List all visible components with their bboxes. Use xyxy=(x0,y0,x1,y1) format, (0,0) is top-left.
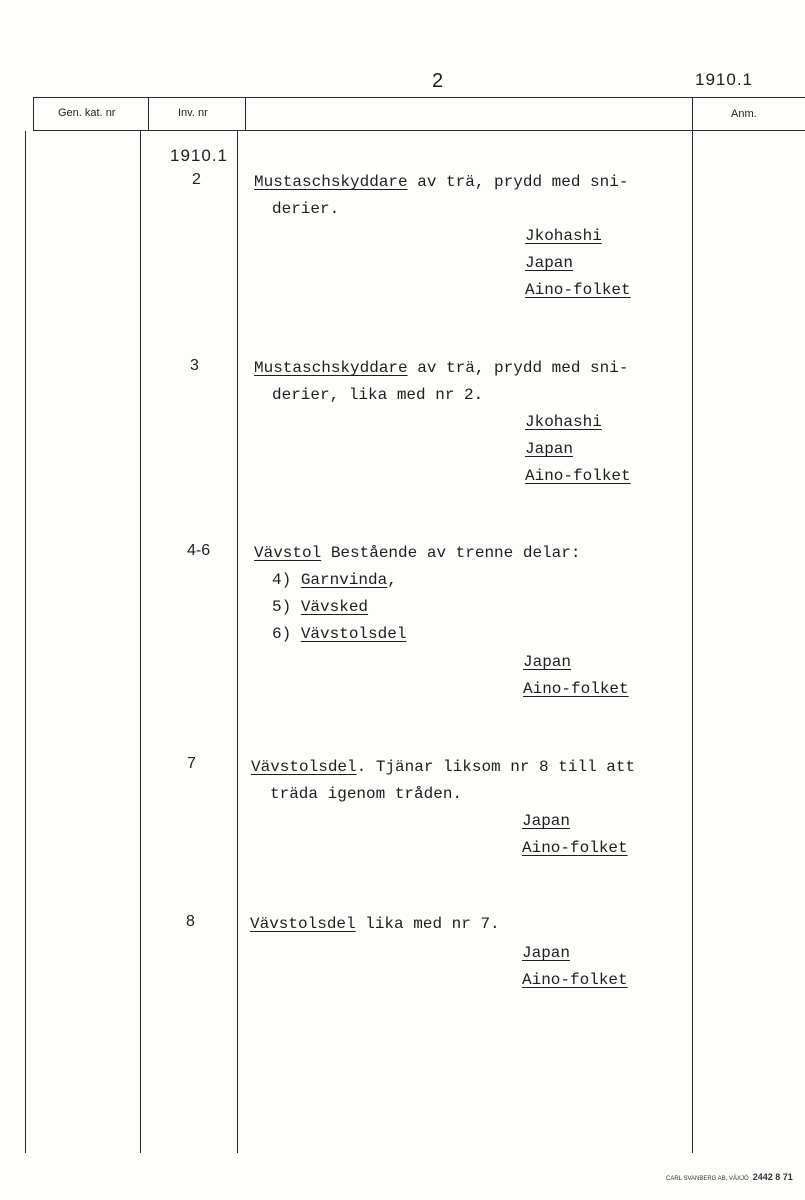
part-line xyxy=(272,621,406,648)
page-number: 2 xyxy=(432,70,444,92)
entry-title: Vävstol xyxy=(254,544,322,562)
inv-number: 4-6 xyxy=(187,542,211,559)
entry-line xyxy=(251,754,635,781)
entry-description: lika med nr 7. xyxy=(355,915,500,933)
inv-number: 2 xyxy=(192,171,201,188)
left-margin-line xyxy=(25,131,26,1153)
printer-name: CARL SVANBERG AB, VÄXJÖ xyxy=(666,1176,749,1182)
collection-number: 1910.1 xyxy=(170,146,228,165)
people-name: Aino-folket xyxy=(525,281,631,299)
entry-description: . Tjänar liksom nr 8 till att xyxy=(356,758,636,776)
entry-description-cont: derier, lika med nr 2. xyxy=(272,386,484,404)
part-suffix: , xyxy=(387,571,397,589)
col-divider-2-body xyxy=(237,131,238,1153)
col-header-inv: Inv. nr xyxy=(178,107,208,119)
col-header-gen-kat: Gen. kat. nr xyxy=(58,107,116,119)
entry-title: Mustaschskyddare xyxy=(254,359,408,377)
place-name: Japan xyxy=(522,944,571,962)
entry-description: Bestående av trenne delar: xyxy=(321,544,581,562)
part-number: 4) xyxy=(272,571,292,589)
part-line xyxy=(272,567,397,594)
entry-title: Mustaschskyddare xyxy=(254,173,408,191)
entry-line xyxy=(250,911,500,938)
col-divider-3 xyxy=(692,97,693,1153)
people-name: Aino-folket xyxy=(522,839,628,857)
col-divider-1-body xyxy=(140,131,141,1153)
collector-name: Jkohashi xyxy=(525,227,602,245)
col-divider-2 xyxy=(245,97,246,131)
left-border xyxy=(33,97,34,131)
entry-description: av trä, prydd med sni- xyxy=(407,359,629,377)
entry-line xyxy=(254,540,580,567)
entry-title: Vävstolsdel xyxy=(251,758,357,776)
collector-name: Jkohashi xyxy=(525,413,602,431)
part-number: 5) xyxy=(272,598,292,616)
part-name: Garnvinda xyxy=(300,571,388,589)
people-name: Aino-folket xyxy=(522,971,628,989)
place-name: Japan xyxy=(523,653,572,671)
place-name: Japan xyxy=(525,254,574,272)
col-header-anm: Anm. xyxy=(731,108,757,120)
part-name: Vävstolsdel xyxy=(300,625,407,643)
people-name: Aino-folket xyxy=(523,680,629,698)
page-reference: 1910.1 xyxy=(695,70,753,89)
part-number: 6) xyxy=(272,625,292,643)
entry-description-cont: derier. xyxy=(272,200,340,218)
place-name: Japan xyxy=(522,812,571,830)
printer-footer xyxy=(666,1172,793,1182)
people-name: Aino-folket xyxy=(525,467,631,485)
entry-description: av trä, prydd med sni- xyxy=(407,173,629,191)
inv-number: 7 xyxy=(187,755,196,772)
entry-line xyxy=(254,169,628,196)
entry-description-cont: träda igenom tråden. xyxy=(270,785,463,803)
form-code: 2442 8 71 xyxy=(752,1172,793,1182)
place-name: Japan xyxy=(525,440,574,458)
part-line xyxy=(272,594,368,621)
entry-title: Vävstolsdel xyxy=(250,915,356,933)
entry-line xyxy=(254,355,628,382)
part-name: Vävsked xyxy=(300,598,369,616)
inv-number: 3 xyxy=(190,357,199,374)
inv-number: 8 xyxy=(186,913,195,930)
col-divider-1 xyxy=(148,97,149,131)
